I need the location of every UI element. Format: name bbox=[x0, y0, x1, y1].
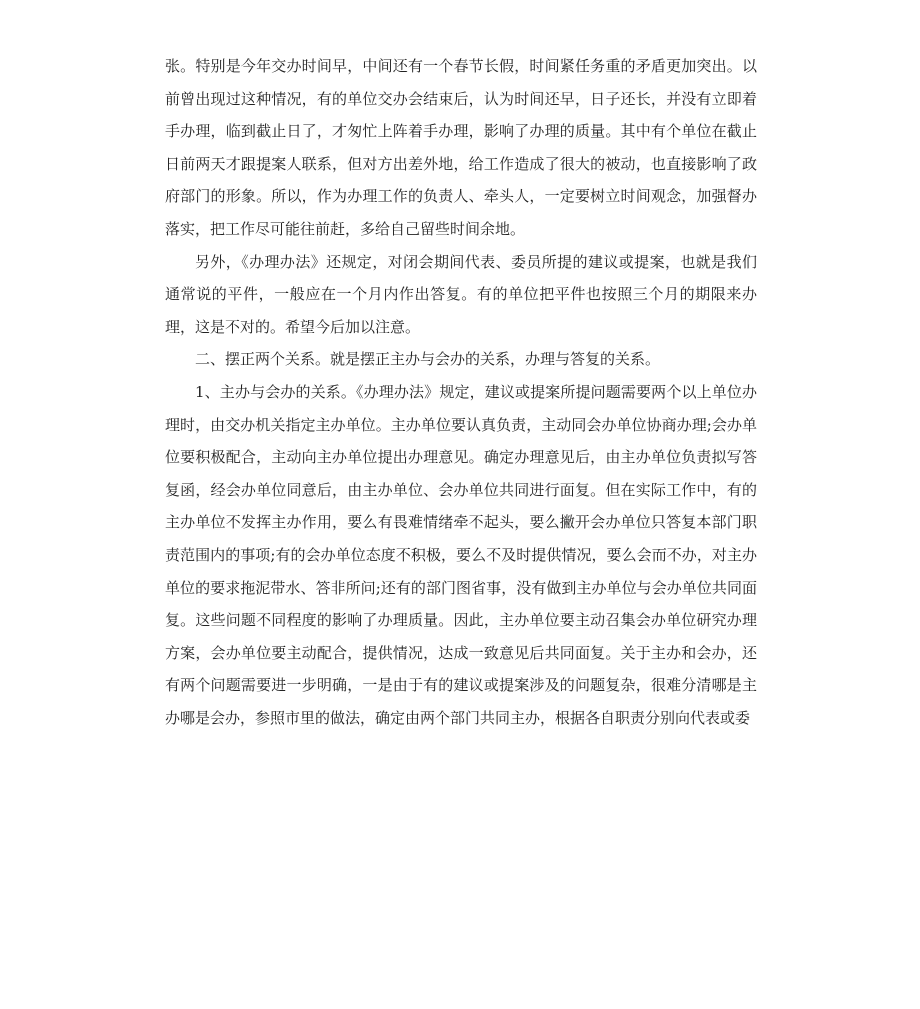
paragraph-1: 张。特别是今年交办时间早，中间还有一个春节长假，时间紧任务重的矛盾更加突出。以前曾出现过这种情况，有的单位交办会结束后，认为时间还早，日子还长，并没有立即着手办理，临到截止日了，才匆忙上阵着手办理，影响了办理的质量。其中有个单位在截止日前两天才跟提案人联系，但对方出差外地，给工作造成了很大的被动，也直接影响了政府部门的形象。所以，作为办理工作的负责人、牵头人，一定要树立时间观念，加强督办落实，把工作尽可能往前赶，多给自己留些时间余地。 bbox=[165, 57, 757, 238]
document-page bbox=[165, 50, 757, 734]
paragraph-3: 二、摆正两个关系。就是摆正主办与会办的关系，办理与答复的关系。 bbox=[195, 350, 661, 369]
paragraph-2: 另外，《办理办法》还规定，对闭会期间代表、委员所提的建议或提案，也就是我们通常说的平件，一般应在一个月内作出答复。有的单位把平件也按照三个月的期限来办理，这是不对的。希望今后加以注意。 bbox=[165, 252, 757, 336]
paragraph-4: 1、主办与会办的关系。《办理办法》规定，建议或提案所提问题需要两个以上单位办理时，由交办机关指定主办单位。主办单位要认真负责，主动同会办单位协商办理;会办单位要积极配合，主动向主办单位提出办理意见。确定办理意见后，由主办单位负责拟写答复函，经会办单位同意后，由主办单位、会办单位共同进行面复。但在实际工作中，有的主办单位不发挥主办作用，要么有畏难情绪牵不起头，要么撇开会办单位只答复本部门职责范围内的事项;有的会办单位态度不积极，要么不及时提供情况，要么会而不办，对主办单位的要求拖泥带水、答非所问;还有的部门图省事，没有做到主办单位与会办单位共同面复。这些问题不同程度的影响了办理质量。因此，主办单位要主动召集会办单位研究办理方案，会办单位要主动配合，提供情况，达成一致意见后共同面复。关于主办和会办，还有两个问题需要进一步明确，一是由于有的建议或提案涉及的问题复杂，很难分清哪是主办哪是会办，参照市里的做法，确定由两个部门共同主办，根据各自职责分别向代表或委 bbox=[165, 382, 757, 727]
